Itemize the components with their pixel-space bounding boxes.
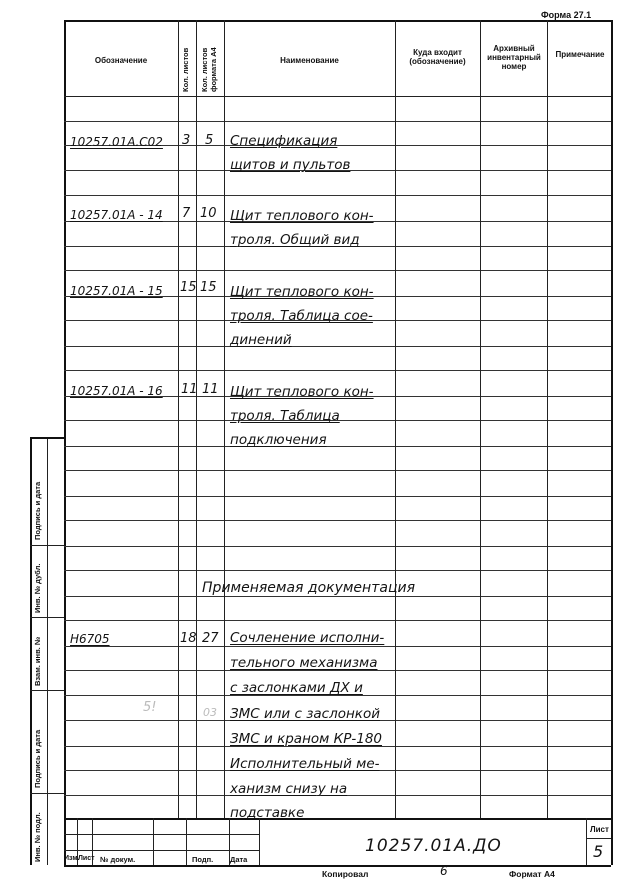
entry-name-line: троля. Общий вид [230,232,360,248]
entry-name-line: ханизм снизу на [230,781,348,797]
entry-name-line: Исполнительный ме- [230,756,380,772]
entry-name-line: троля. Таблица [230,408,340,424]
stamp-col-izm: Изм. [64,855,80,862]
header-name: Наименование [280,56,339,65]
form-label: Форма 27.1 [541,10,592,20]
entry-sheets: 11 [181,382,198,397]
footer-format: Формат А4 [509,869,555,879]
entry-name-line: троля. Таблица сое- [230,308,373,324]
entry-designation: Н6705 [70,632,110,646]
stamp-sheet-no: 5 [593,842,604,861]
entry-sheets-a4: 11 [202,382,219,397]
stamp-col-date: Дата [230,855,248,864]
stamp-sheet-label: Лист [590,825,609,834]
stamp-col-doc: № докум. [100,855,136,864]
entry-designation: 10257.01А - 15 [70,284,163,298]
entry-sheets-a4: 5 [205,133,214,148]
entry-sheets: 3 [182,133,191,148]
side-label-sign-date-2: Подпись и дата [33,481,42,540]
side-label-inv-dubl: Инв. № дубл. [33,563,42,613]
entry-designation: 10257.01А - 14 [70,208,163,222]
entry-sheets-a4: 15 [200,280,217,295]
entry-sheets: 15 [180,280,197,295]
entry-name-line: Щит теплового кон- [230,284,374,300]
entry-name-line: динений [230,332,292,348]
side-label-vzam-inv: Взам. инв. № [33,636,42,686]
header-note: Примечание [555,50,605,59]
entry-sheets-a4: 10 [200,206,217,221]
entry-name-line: ЗМС и краном КР-180 [230,731,383,747]
header-sheets: Кол. листов [181,47,190,92]
entry-name-line: Щит теплового кон- [230,384,374,400]
entry-name-line: подключения [230,432,327,448]
faint-mark: 03 [203,706,217,719]
entry-name-line: Щит теплового кон- [230,208,374,224]
faint-mark: 5! [143,700,157,715]
entry-name-line: тельного механизма [230,655,378,671]
footer-copied: Копировал [322,869,369,879]
header-sheets-a4: Кол. листов формата А4 [200,47,218,92]
entry-sheets-a4: 27 [202,631,219,646]
header-designation: Обозначение [94,56,148,65]
entry-name-line: подставке [230,805,305,821]
header-used-in: Куда входит (обозначение) [409,48,466,67]
footer-copy-mark: 6 [440,864,448,878]
entry-name-line: ЗМС или с заслонкой [230,706,380,722]
side-label-sign-date: Подпись и дата [33,729,42,788]
header-archive-no: Архивный инвентарный номер [487,44,541,72]
entry-name-line: щитов и пультов [230,157,351,173]
stamp-col-list: Лист [78,855,95,862]
stamp-col-sign: Подп. [192,855,214,864]
entry-sheets: 18 [180,631,197,646]
entry-name-line: с заслонками ДХ и [230,680,363,696]
entry-name-line: Спецификация [230,133,338,149]
entry-designation: 10257.01А - 16 [70,384,163,398]
entry-designation: 10257.01А.С02 [70,135,163,149]
stamp-doc-code: 10257.01А.ДО [365,836,502,856]
section-heading: Применяемая документация [202,580,415,596]
entry-name-line: Сочленение исполни- [230,630,385,646]
entry-sheets: 7 [182,206,191,221]
side-label-inv-podl: Инв. № подл. [33,812,42,862]
